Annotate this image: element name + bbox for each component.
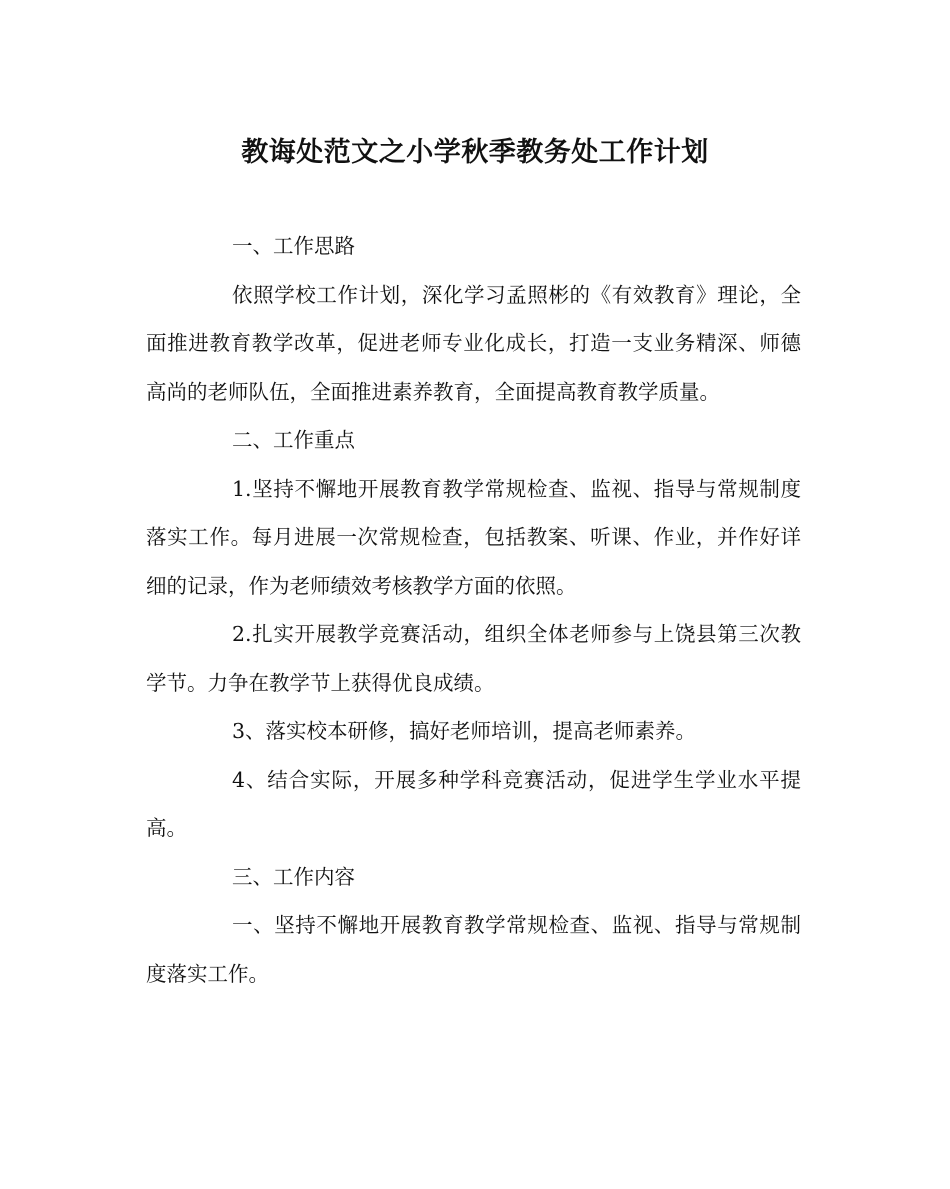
paragraph-content-1: 一、坚持不懈地开展教育教学常规检查、监视、指导与常规制度落实工作。 <box>146 913 801 986</box>
document-title: 教诲处范文之小学秋季教务处工作计划 <box>241 137 709 168</box>
document-body <box>146 222 801 998</box>
paragraph-focus-1: 1.坚持不懈地开展教育教学常规检查、监视、指导与常规制度落实工作。每月进展一次常规检查，包括教案、听课、作业，并作好详细的记录，作为老师绩效考核教学方面的依照。 <box>146 476 801 598</box>
section-heading-focus: 二、工作重点 <box>232 428 355 452</box>
section-heading-ideas: 一、工作思路 <box>232 234 355 258</box>
paragraph-focus-2: 2.扎实开展教学竞赛活动，组织全体老师参与上饶县第三次教学节。力争在教学节上获得优良成绩。 <box>146 622 801 695</box>
paragraph-ideas: 依照学校工作计划，深化学习孟照彬的《有效教育》理论，全面推进教育教学改革，促进老师专业化成长，打造一支业务精深、师德高尚的老师队伍，全面推进素养教育，全面提高教育教学质量。 <box>146 282 801 404</box>
paragraph-focus-4: 4、结合实际，开展多种学科竞赛活动，促进学生学业水平提高。 <box>146 767 801 840</box>
paragraph-focus-3: 3、落实校本研修，搞好老师培训，提高老师素养。 <box>232 719 697 743</box>
section-heading-content: 三、工作内容 <box>232 864 355 889</box>
